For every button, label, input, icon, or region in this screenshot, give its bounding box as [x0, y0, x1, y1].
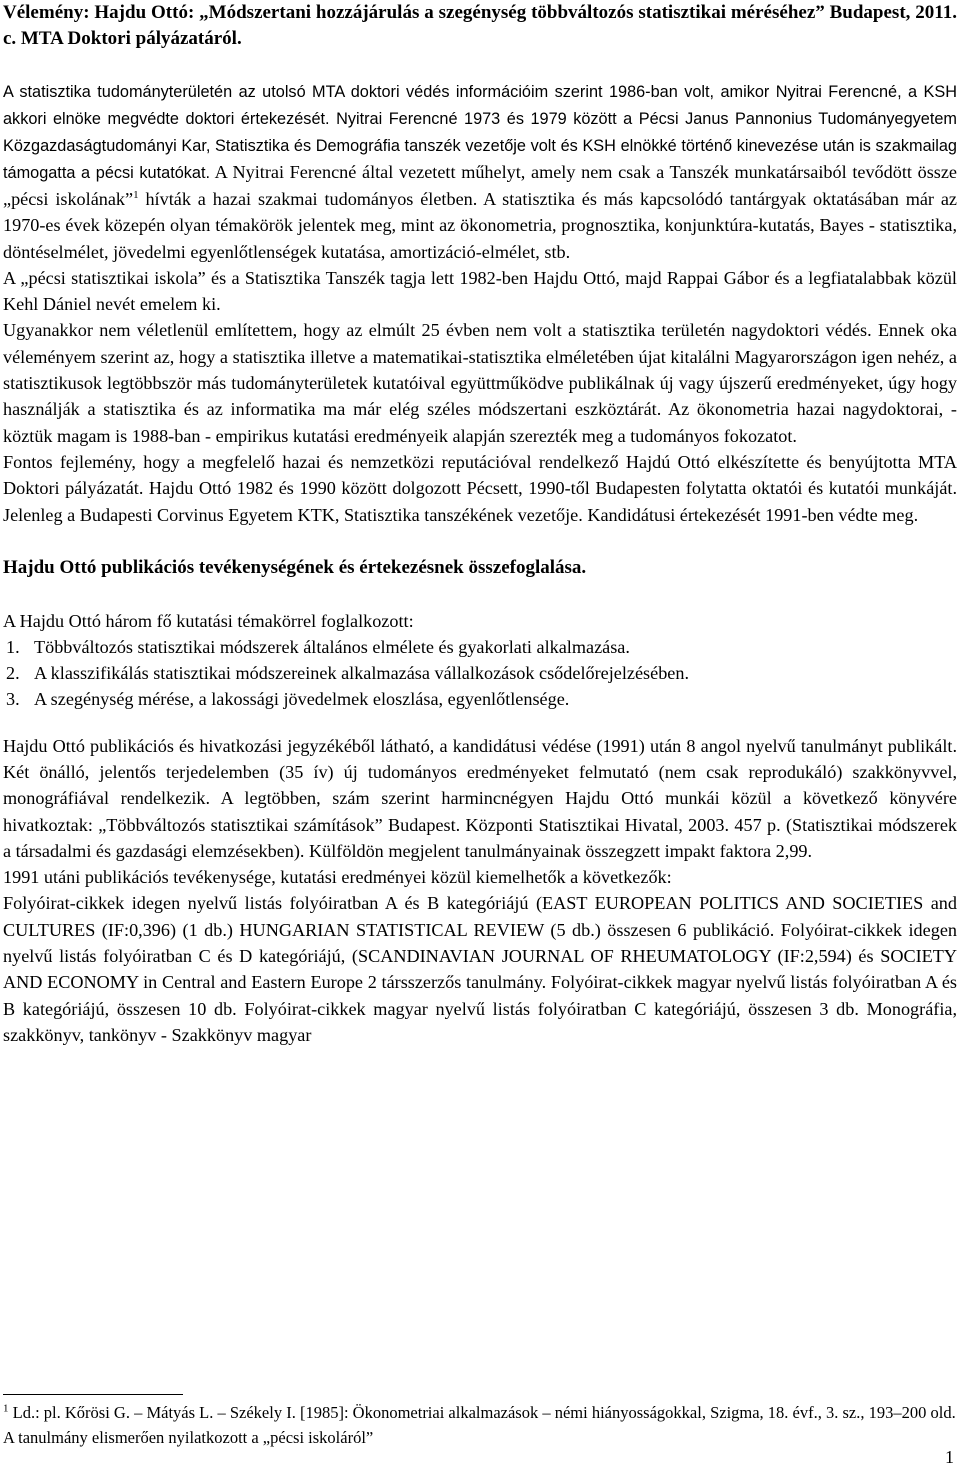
list-item	[3, 660, 957, 686]
intro-serif-text-cont: hívták a hazai szakmai tudományos életben. A statisztika és más kapcsolódó tantárgyak oktatásában már az 1970-es évek közepén olyan témakörök jelentek meg, mint az ökonometria, prognosztika, konjunktúra-kutatás, Bayes - statisztika, döntéselmélet, jövedelmi egyenlőtlenségek kutatása, amortizáció-elmélet, stb.	[3, 189, 958, 262]
list-item-number: 1.	[6, 636, 20, 657]
document-title: Vélemény: Hajdu Ottó: „Módszertani hozzájárulás a szegénység többváltozós statisztikai méréséhez” Budapest, 2011. c. MTA Doktori pályázatáról.	[3, 2, 957, 49]
list-item	[3, 634, 957, 660]
list-item-number: 3.	[6, 688, 20, 709]
document-page	[3, 0, 957, 1048]
pecs-school-paragraph: A „pécsi statisztikai iskola” és a Statisztika Tanszék tagja lett 1982-ben Hajdu Ottó, majd Rappai Gábor és a legfiatalabbak közül Kehl Dániel nevét emelem ki.	[3, 267, 957, 315]
list-item-text: Többváltozós statisztikai módszerek általános elmélete és gyakorlati alkalmazása.	[34, 636, 630, 657]
footnote-reference[interactable]: 1	[133, 188, 139, 201]
candidate-paragraph: Fontos fejlemény, hogy a megfelelő hazai és nemzetközi reputációval rendelkező Hajdú Ottó elkészítette és benyújtotta MTA Doktori pályázatát. Hajdu Ottó 1982 és 1990 között dolgozott Pécsett, 1990-től Budapesten folytatta oktatói és kutatói munkáját. Jelenleg a Budapesti Corvinus Egyetem KTK, Statisztika tanszékének vezetője. Kandidátusi értekezését 1991-ben védte meg.	[3, 451, 957, 525]
publications-paragraph: Hajdu Ottó publikációs és hivatkozási jegyzékéből látható, a kandidátusi védése (1991) után 8 angol nyelvű tanulmányt publikált. Két önálló, jelentős terjedelemben (35 ív) új tudományos eredményeket felmutató (nem csak reprodukáló) szakkönyvvel, monográfiával rendelkezik. A legtöbben, szám szerint harmincnégyen Hajdu Ottó munkái közül a következő könyvére hivatkoztak: „Többváltozós statisztikai számítások” Budapest. Központi Statisztikai Hivatal, 2003. 457 p. (Statisztikai módszerek a társadalmi és gazdasági elemzésekben). Külföldön megjelent tanulmányainak összegzett impakt faktora 2,99.	[3, 735, 957, 862]
footnote-divider	[3, 1394, 183, 1395]
list-item-text: A klasszifikálás statisztikai módszereinek alkalmazása vállalkozások csődelőrejelzésében.	[34, 662, 689, 683]
page-number: 1	[945, 1447, 954, 1467]
list-item-text: A szegénység mérése, a lakossági jövedelmek eloszlása, egyenlőtlensége.	[34, 688, 570, 709]
no-defense-paragraph: Ugyanakkor nem véletlenül említettem, hogy az elmúlt 25 évben nem volt a statisztika területén nagydoktori védés. Ennek oka véleményem szerint az, hogy a statisztika illetve a matematikai-statisztika elméletében újat kitalálni Magyarországon igen nehéz, a statisztikusok legtöbbször más tudományterületek kutatóival együttműködve publikálnak új vagy újszerű eredményeket, úgy hogy használják a statisztika és az informatika ma már elég széles módszertani eszköztárát. Az ökonometria hazai nagydoktorai, - köztük magam is 1988-ban - empirikus kutatási eredményeik alapján szerezték meg a tudományos fokozatot.	[3, 320, 957, 446]
topics-intro: A Hajdu Ottó három fő kutatási témakörrel foglalkozott:	[3, 610, 414, 631]
footnote-number: 1	[3, 1402, 9, 1415]
footnote-text: Ld.: pl. Kőrösi G. – Mátyás L. – Székely I. [1985]: Ökonometriai alkalmazások – némi hiányosságokkal, Szigma, 18. évf., 3. sz., 193–200 old. A tanulmány elismerően nyilatkozott a „pécsi iskoláról”	[3, 1403, 956, 1447]
intro-paragraph	[3, 78, 957, 265]
section-heading: Hajdu Ottó publikációs tevékenységének és értekezésnek összefoglalása.	[3, 556, 587, 578]
after-1991-intro: 1991 utáni publikációs tevékenysége, kutatási eredményei közül kiemelhetők a következők:	[3, 867, 672, 888]
topics-list	[3, 634, 957, 712]
after-1991-body: Folyóirat-cikkek idegen nyelvű listás folyóiratban A és B kategóriájú (EAST EUROPEAN POLITICS AND SOCIETIES and CULTURES (IF:0,396) (1 db.) HUNGARIAN STATISTICAL REVIEW (5 db.) összesen 6 publikáció. Folyóirat-cikkek idegen nyelvű listás folyóiratban C és D kategóriájú, (SCANDINAVIAN JOURNAL OF RHEUMATOLOGY (IF:2,594) és SOCIETY AND ECONOMY in Central and Eastern Europe 2 társszerzős tanulmány. Folyóirat-cikkek magyar nyelvű listás folyóiratban A és B kategóriájú, összesen 10 db. Folyóirat-cikkek magyar nyelvű listás folyóiratban C kategóriájú, összesen 3 db. Monográfia, szakkönyv, tankönyv - Szakkönyv magyar	[3, 893, 957, 1045]
footnote	[3, 1400, 957, 1450]
intro-serif-text: A Nyitrai Ferencné által vezetett műhelyt, amely nem csak a Tanszék munkatársaiból tevődött össze „pécsi iskolának”	[3, 162, 957, 209]
list-item	[3, 686, 957, 712]
intro-sans-text: A statisztika tudományterületén az utolsó MTA doktori védés információim szerint 1986-ban volt, amikor Nyitrai Ferencné, a KSH akkori elnöke megvédte doktori értekezését. Nyitrai Ferencné 1973 és 1979 között a Pécsi Janus Pannonius Tudományegyetem Közgazdaságtudományi Kar, Statisztika és Demográfia tanszék vezetője volt és KSH elnökké történő kinevezése után is szakmailag támogatta a pécsi kutatókat.	[3, 83, 957, 182]
list-item-number: 2.	[6, 662, 20, 683]
